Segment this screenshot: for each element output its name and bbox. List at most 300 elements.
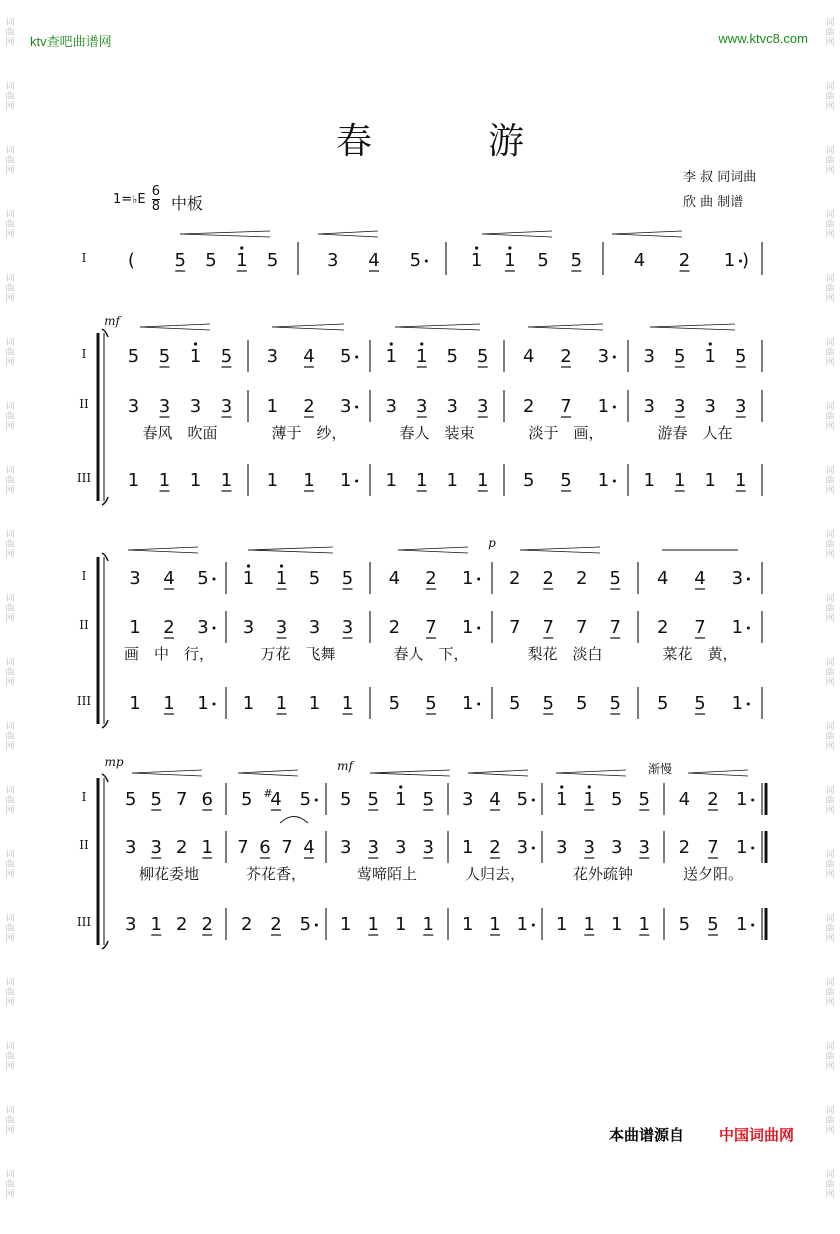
note-digit: 3 xyxy=(611,837,623,858)
note-digit: 1 xyxy=(704,346,716,367)
note-digit: 3 xyxy=(597,346,610,367)
note-digit: 5 xyxy=(638,789,650,810)
watermark-text: 词 曲 网 xyxy=(825,18,835,48)
crescendo-mark xyxy=(468,770,528,773)
note-digit: 1 xyxy=(275,693,288,714)
note-digit: 5 xyxy=(299,914,312,935)
note-digit: 7 xyxy=(560,396,572,417)
bracket-hook xyxy=(102,553,108,561)
high-octave-dot xyxy=(280,564,283,567)
note-digit: 2 xyxy=(542,568,554,589)
crescendo-mark xyxy=(272,324,344,327)
lyric-text: 梨花 淡白 xyxy=(527,645,603,663)
note-digit: 3 xyxy=(220,396,233,417)
augmentation-dot xyxy=(355,406,358,409)
high-octave-dot xyxy=(390,342,393,345)
footer-source: 本曲谱源自 xyxy=(609,1126,685,1144)
crescendo-mark xyxy=(238,770,298,773)
note-digit: 5 xyxy=(127,346,140,367)
note-digit: 5 xyxy=(240,789,253,810)
watermark-text: 词 曲 网 xyxy=(825,914,835,944)
note-digit: 1 xyxy=(611,914,623,935)
note-digit: 2 xyxy=(201,914,213,935)
crescendo-mark xyxy=(370,773,450,776)
crescendo-mark xyxy=(248,550,333,553)
bracket-hook xyxy=(102,774,108,782)
voice-label: I xyxy=(81,790,87,804)
note-digit: 1 xyxy=(735,470,747,491)
watermark-column-right xyxy=(823,0,837,1234)
note-digit: 5 xyxy=(609,568,621,589)
watermark-text: 词 曲 网 xyxy=(825,146,835,176)
note-digit: 1 xyxy=(266,396,279,417)
dynamic-mf: mf xyxy=(104,314,120,328)
note-digit: 3 xyxy=(556,837,568,858)
watermark-text: 词 曲 网 xyxy=(825,722,835,752)
note-digit: 1 xyxy=(504,250,516,271)
watermark-text: 词 曲 网 xyxy=(5,1106,15,1136)
note-digit: 5 xyxy=(158,346,171,367)
bracket-hook xyxy=(102,720,108,728)
note-digit: 1 xyxy=(583,789,595,810)
note-digit: 1 xyxy=(385,346,397,367)
note-digit: 5 xyxy=(522,470,535,491)
note-digit: 3 xyxy=(275,617,288,638)
watermark-text: 词 曲 网 xyxy=(825,1170,835,1200)
note-digit: 4 xyxy=(388,568,401,589)
augmentation-dot xyxy=(355,356,358,359)
note-digit: 7 xyxy=(542,617,554,638)
footer-site: 中国词曲网 xyxy=(719,1126,795,1144)
note-digit: 1 xyxy=(416,346,428,367)
note-digit: 5 xyxy=(125,789,137,810)
crescendo-mark xyxy=(556,773,626,776)
note-digit: 4 xyxy=(163,568,175,589)
watermark-text: 词 曲 网 xyxy=(825,658,835,688)
lyric-text: 淡于 画， xyxy=(528,424,604,442)
watermark-text: 词 曲 网 xyxy=(5,1042,15,1072)
crescendo-mark xyxy=(398,550,468,553)
note-digit: 7 xyxy=(609,617,621,638)
dynamic-mf: mf xyxy=(337,759,353,773)
watermark-text: 词 曲 网 xyxy=(825,850,835,880)
lyric-text: 春人 装束 xyxy=(399,424,475,442)
augmentation-dot xyxy=(747,627,750,630)
high-octave-dot xyxy=(420,342,423,345)
note-digit: 1 xyxy=(597,470,610,491)
augmentation-dot xyxy=(532,924,535,927)
note-digit: 1 xyxy=(446,470,458,491)
crescendo-mark xyxy=(238,773,298,776)
note-digit: 4 xyxy=(270,789,282,810)
watermark-text: 词 曲 网 xyxy=(825,210,835,240)
voice-label: III xyxy=(76,915,92,929)
note-digit: 2 xyxy=(678,250,691,271)
crescendo-mark xyxy=(140,327,210,330)
site-url-right: www.ktvc8.com xyxy=(718,31,808,46)
note-digit: 1 xyxy=(735,789,748,810)
note-digit: 3 xyxy=(150,837,162,858)
note-digit: 1 xyxy=(723,250,736,271)
note-digit: 3 xyxy=(242,617,255,638)
lyric-text: 游春 人在 xyxy=(657,424,733,442)
note-digit: 7 xyxy=(237,837,249,858)
voice-label: I xyxy=(81,569,87,583)
note-digit: 2 xyxy=(176,837,188,858)
augmentation-dot xyxy=(477,578,480,581)
note-digit: 4 xyxy=(656,568,669,589)
watermark-text: 词 曲 网 xyxy=(5,722,15,752)
watermark-text: 词 曲 网 xyxy=(825,978,835,1008)
key-flat: ♭ xyxy=(132,193,138,206)
crescendo-mark xyxy=(650,324,735,327)
note-digit: 3 xyxy=(583,837,595,858)
note-digit: 3 xyxy=(308,617,321,638)
crescendo-mark xyxy=(612,231,682,234)
note-digit: 1 xyxy=(163,693,175,714)
crescendo-mark xyxy=(128,547,198,550)
note-digit: 1 xyxy=(731,617,744,638)
crescendo-mark xyxy=(528,324,603,327)
augmentation-dot xyxy=(613,406,616,409)
note-digit: 3 xyxy=(266,346,279,367)
note-digit: 1 xyxy=(461,914,474,935)
note-digit: 1 xyxy=(242,568,255,589)
crescendo-mark xyxy=(520,550,600,553)
composer-credit: 李 叔 同词曲 xyxy=(683,170,757,185)
note-digit: 3 xyxy=(395,837,407,858)
note-digit: 1 xyxy=(477,470,489,491)
note-digit: 5 xyxy=(707,914,719,935)
watermark-text: 词 曲 网 xyxy=(5,146,15,176)
note-digit: 5 xyxy=(220,346,233,367)
note-digit: 3 xyxy=(446,396,458,417)
watermark-text: 词 曲 网 xyxy=(825,82,835,112)
lyric-text: 春人 下， xyxy=(393,645,469,663)
watermark-text: 词 曲 网 xyxy=(5,786,15,816)
note-digit: 5 xyxy=(197,568,209,589)
crescendo-mark xyxy=(688,773,748,776)
note-digit: 1 xyxy=(461,568,474,589)
lyric-text: 春风 吹面 xyxy=(142,424,218,442)
site-name-left: ktv查吧曲谱网 xyxy=(30,34,112,49)
note-digit: 1 xyxy=(638,914,650,935)
note-digit: 5 xyxy=(205,250,217,271)
note-digit: 5 xyxy=(576,693,588,714)
note-digit: 4 xyxy=(303,837,315,858)
augmentation-dot xyxy=(613,480,616,483)
note-digit: 1 xyxy=(158,470,171,491)
note-digit: 5 xyxy=(656,693,669,714)
note-digit: 7 xyxy=(509,617,521,638)
note-digit: 1 xyxy=(303,470,315,491)
augmentation-dot xyxy=(425,260,428,263)
note-digit: 5 xyxy=(477,346,489,367)
note-digit: 5 xyxy=(150,789,162,810)
tempo-marking: 中板 xyxy=(171,194,204,213)
high-octave-dot xyxy=(247,564,250,567)
crescendo-mark xyxy=(370,770,450,773)
note-digit: 6 xyxy=(201,789,213,810)
tie-arc xyxy=(280,817,308,824)
watermark-text: 词 曲 网 xyxy=(825,274,835,304)
crescendo-mark xyxy=(128,550,198,553)
note-digit: 1 xyxy=(583,914,595,935)
lyric-text: 柳花委地 xyxy=(138,865,200,883)
high-octave-dot xyxy=(588,785,591,788)
lyric-text: 莺啼陌上 xyxy=(356,865,418,883)
note-digit: 1 xyxy=(461,837,474,858)
high-octave-dot xyxy=(560,785,563,788)
note-digit: 2 xyxy=(388,617,401,638)
note-digit: 1 xyxy=(674,470,686,491)
note-digit: 1 xyxy=(516,914,529,935)
note-digit: 1 xyxy=(367,914,379,935)
note-digit: 7 xyxy=(176,789,188,810)
crescendo-mark xyxy=(556,770,626,773)
note-digit: 5 xyxy=(422,789,434,810)
note-digit: 7 xyxy=(707,837,719,858)
note-digit: 3 xyxy=(326,250,339,271)
watermark-text: 词 曲 网 xyxy=(5,978,15,1008)
note-digit: 3 xyxy=(367,837,379,858)
crescendo-mark xyxy=(248,547,333,550)
augmentation-dot xyxy=(315,924,318,927)
note-digit: 5 xyxy=(537,250,549,271)
voice-label: I xyxy=(81,347,87,361)
note-digit: 5 xyxy=(674,346,686,367)
tempo-rit: 渐慢 xyxy=(647,762,673,776)
note-digit: 1 xyxy=(308,693,321,714)
note-digit: 1 xyxy=(266,470,279,491)
key-prefix: 1= xyxy=(113,192,133,207)
bracket-hook xyxy=(102,941,108,949)
note-digit: 5 xyxy=(509,693,521,714)
note-digit: 3 xyxy=(341,617,354,638)
note-digit: 1 xyxy=(704,470,716,491)
watermark-text: 词 曲 网 xyxy=(825,1042,835,1072)
note-digit: 4 xyxy=(694,568,706,589)
augmentation-dot xyxy=(747,703,750,706)
note-digit: 2 xyxy=(707,789,719,810)
note-digit: 1 xyxy=(643,470,655,491)
note-digit: 5 xyxy=(446,346,458,367)
bracket-hook xyxy=(102,497,108,505)
augmentation-dot xyxy=(477,703,480,706)
note-digit: 3 xyxy=(461,789,474,810)
voice-label: II xyxy=(79,838,89,852)
voice-label: II xyxy=(79,397,89,411)
note-digit: 3 xyxy=(340,837,352,858)
note-digit: 1 xyxy=(189,346,202,367)
lyric-text: 花外疏钟 xyxy=(572,865,634,883)
note-digit: 5 xyxy=(570,250,583,271)
note-digit: 1 xyxy=(129,617,141,638)
watermark-text: 词 曲 网 xyxy=(5,338,15,368)
note-digit: 3 xyxy=(422,837,434,858)
note-digit: 5 xyxy=(341,568,354,589)
note-digit: 5 xyxy=(694,693,706,714)
augmentation-dot xyxy=(613,356,616,359)
note-digit: 1 xyxy=(489,914,501,935)
note-digit: 2 xyxy=(176,914,188,935)
augmentation-dot xyxy=(751,847,754,850)
note-digit: 2 xyxy=(576,568,588,589)
note-digit: 1 xyxy=(461,617,474,638)
lyric-text: 菜花 黄， xyxy=(662,645,738,663)
note-digit: 1 xyxy=(340,914,352,935)
note-digit: 3 xyxy=(416,396,428,417)
lyric-text: 芥花香， xyxy=(245,865,307,883)
note-digit: 1 xyxy=(735,837,748,858)
dynamic-mp: mp xyxy=(104,755,124,769)
watermark-text: 词 曲 网 xyxy=(825,1106,835,1136)
note-digit: 3 xyxy=(643,346,655,367)
crescendo-mark xyxy=(482,231,552,234)
note-digit: 5 xyxy=(367,789,379,810)
note-digit: 5 xyxy=(560,470,572,491)
crescendo-mark xyxy=(395,327,480,330)
note-digit: 1 xyxy=(127,470,140,491)
note-digit: 3 xyxy=(339,396,352,417)
note-digit: 2 xyxy=(303,396,315,417)
crescendo-mark xyxy=(528,327,603,330)
note-digit: 3 xyxy=(385,396,397,417)
note-digit: 1 xyxy=(731,693,744,714)
note-digit: 1 xyxy=(470,250,483,271)
crescendo-mark xyxy=(180,231,270,234)
note-digit: 3 xyxy=(125,837,137,858)
crescendo-mark xyxy=(482,234,552,237)
note-digit: 1 xyxy=(197,693,209,714)
watermark-text: 词 曲 网 xyxy=(5,210,15,240)
note-digit: 5 xyxy=(339,346,352,367)
note-digit: 1 xyxy=(236,250,248,271)
note-digit: 5 xyxy=(609,693,621,714)
note-digit: 1 xyxy=(150,914,162,935)
voice-label: II xyxy=(79,618,89,632)
note-digit: 1 xyxy=(556,789,568,810)
note-digit: 2 xyxy=(489,837,501,858)
note-digit: 3 xyxy=(643,396,655,417)
paren: ) xyxy=(741,250,750,271)
augmentation-dot xyxy=(315,799,318,802)
augmentation-dot xyxy=(751,924,754,927)
note-digit: 2 xyxy=(240,914,253,935)
note-digit: 1 xyxy=(597,396,610,417)
note-digit: 5 xyxy=(678,914,691,935)
time-bottom: 8 xyxy=(151,199,161,214)
note-digit: 3 xyxy=(189,396,202,417)
arranger-credit: 欣 曲 制谱 xyxy=(683,195,744,210)
note-digit: 1 xyxy=(416,470,428,491)
paren: ( xyxy=(127,250,135,271)
note-digit: 5 xyxy=(299,789,312,810)
augmentation-dot xyxy=(532,847,535,850)
voice-label: III xyxy=(76,694,92,708)
augmentation-dot xyxy=(751,799,754,802)
note-digit: 5 xyxy=(266,250,279,271)
bracket-hook xyxy=(102,329,108,337)
watermark-column-left xyxy=(3,0,17,1234)
note-digit: 1 xyxy=(341,693,354,714)
lyric-text: 万花 飞舞 xyxy=(260,645,336,663)
crescendo-mark xyxy=(132,773,202,776)
watermark-text: 词 曲 网 xyxy=(5,18,15,48)
note-digit: 5 xyxy=(308,568,321,589)
watermark-text: 词 曲 网 xyxy=(5,466,15,496)
watermark-text: 词 曲 网 xyxy=(5,274,15,304)
note-digit: 3 xyxy=(674,396,686,417)
note-digit: 1 xyxy=(395,914,407,935)
crescendo-mark xyxy=(140,324,210,327)
note-digit: 5 xyxy=(516,789,529,810)
note-digit: 3 xyxy=(731,568,744,589)
note-digit: 4 xyxy=(489,789,501,810)
note-digit: 3 xyxy=(477,396,489,417)
augmentation-dot xyxy=(532,799,535,802)
note-digit: 5 xyxy=(611,789,623,810)
crescendo-mark xyxy=(272,327,344,330)
lyric-text: 送夕阳。 xyxy=(682,865,744,883)
crescendo-mark xyxy=(688,770,748,773)
voice-label: III xyxy=(76,471,92,485)
watermark-text: 词 曲 网 xyxy=(825,402,835,432)
note-digit: 3 xyxy=(158,396,171,417)
note-digit: 7 xyxy=(694,617,706,638)
note-digit: 2 xyxy=(509,568,521,589)
note-digit: 1 xyxy=(422,914,434,935)
note-digit: 4 xyxy=(522,346,535,367)
note-digit: 1 xyxy=(189,470,202,491)
augmentation-dot xyxy=(747,578,750,581)
note-digit: 3 xyxy=(704,396,716,417)
voice-label: I xyxy=(81,251,87,265)
note-digit: 5 xyxy=(735,346,747,367)
note-digit: 2 xyxy=(522,396,535,417)
note-digit: 2 xyxy=(678,837,691,858)
note-digit: 1 xyxy=(339,470,352,491)
note-digit: 1 xyxy=(385,470,397,491)
note-digit: 2 xyxy=(425,568,437,589)
augmentation-dot xyxy=(355,480,358,483)
high-octave-dot xyxy=(709,342,712,345)
lyric-text: 画 中 行， xyxy=(123,645,215,663)
high-octave-dot xyxy=(240,246,243,249)
note-digit: 2 xyxy=(270,914,282,935)
watermark-text: 词 曲 网 xyxy=(5,658,15,688)
note-digit: 4 xyxy=(633,250,646,271)
lyric-text: 人归去， xyxy=(464,865,526,883)
crescendo-mark xyxy=(132,770,202,773)
note-digit: 1 xyxy=(201,837,213,858)
note-digit: 1 xyxy=(220,470,233,491)
note-digit: 5 xyxy=(388,693,401,714)
augmentation-dot xyxy=(477,627,480,630)
note-digit: 5 xyxy=(542,693,554,714)
note-digit: 4 xyxy=(303,346,315,367)
crescendo-mark xyxy=(180,234,270,237)
watermark-text: 词 曲 网 xyxy=(825,530,835,560)
song-title: 春 游 xyxy=(335,121,564,162)
note-digit: 2 xyxy=(656,617,669,638)
high-octave-dot xyxy=(399,785,402,788)
note-digit: 1 xyxy=(395,789,407,810)
watermark-text: 词 曲 网 xyxy=(825,594,835,624)
watermark-text: 词 曲 网 xyxy=(5,914,15,944)
note-digit: 3 xyxy=(129,568,141,589)
note-digit: 1 xyxy=(735,914,748,935)
